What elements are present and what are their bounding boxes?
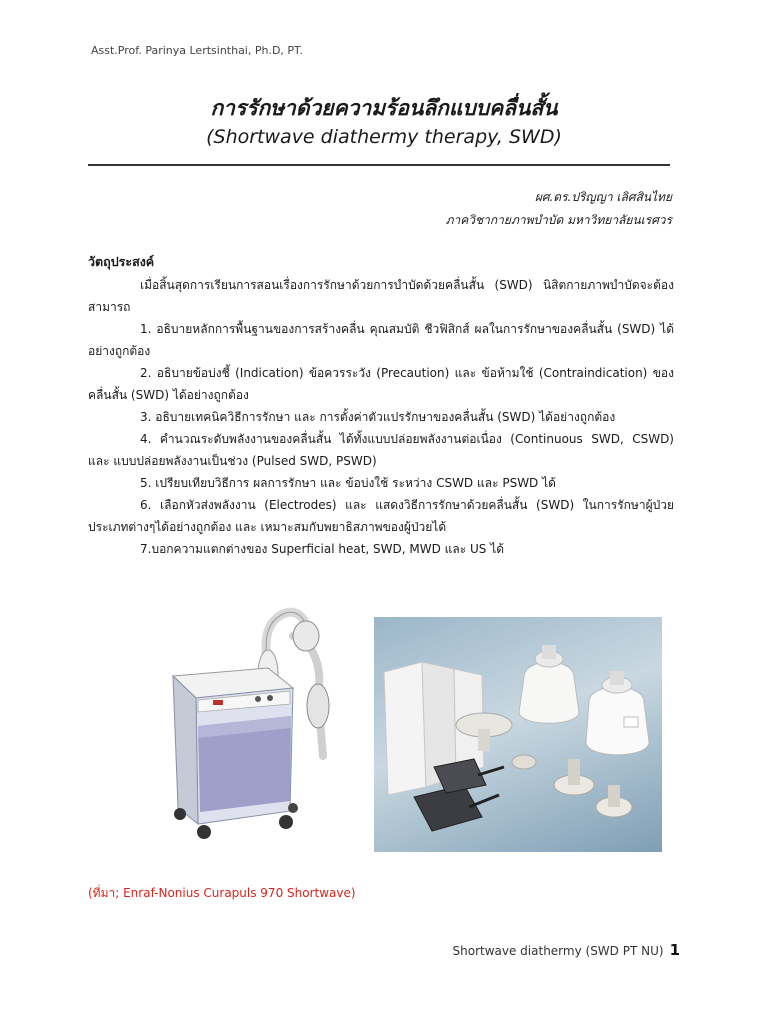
swd-device-image <box>118 596 348 844</box>
image-caption: (ที่มา; Enraf-Nonius Curapuls 970 Shortwave) <box>88 886 356 900</box>
byline-affiliation: ภาควิชากายภาพบำบัด มหาวิทยาลัยนเรศวร <box>445 213 672 227</box>
footer-label: Shortwave diathermy (SWD PT NU) <box>452 944 664 958</box>
objectives-intro: เมื่อสิ้นสุดการเรียนการสอนเรื่องการรักษาด้วยการบำบัดด้วยคลื่นสั้น (SWD) นิสิตกายภาพบำบัดจะต้องสามารถ <box>88 278 674 314</box>
title-divider <box>88 164 670 166</box>
page-footer <box>453 941 680 959</box>
title-thai: การรักษาด้วยความร้อนลึกแบบคลื่นสั้น <box>210 96 558 120</box>
title-english: (Shortwave diathermy therapy, SWD) <box>206 126 562 148</box>
objective-item: 4. คำนวณระดับพลังงานของคลื่นสั้น ได้ทั้งแบบปล่อยพลังงานต่อเนื่อง (Continuous SWD, CSWD) และ แบบปล่อยพลังงานเป็นช่วง (Pulsed SWD, PSWD) <box>88 432 674 468</box>
objective-item: 1. อธิบายหลักการพื้นฐานของการสร้างคลื่น คุณสมบัติ ชีวฟิสิกส์ ผลในการรักษาของคลื่นสั้น (SWD) ได้อย่างถูกต้อง <box>88 322 674 358</box>
objective-item: 3. อธิบายเทคนิควิธีการรักษา และ การตั้งค่าตัวแปรรักษาของคลื่นสั้น (SWD) ได้อย่างถูกต้อง <box>140 410 616 424</box>
objectives-body <box>88 274 674 560</box>
objective-item: 7.บอกความแตกต่างของ Superficial heat, SWD, MWD และ US ได้ <box>140 542 505 556</box>
objective-item: 6. เลือกหัวส่งพลังงาน (Electrodes) และ แสดงวิธีการรักษาด้วยคลื่นสั้น (SWD) ในการรักษาผู้ป่วยประเภทต่างๆได้อย่างถูกต้อง และ เหมาะสมกับพยาธิสภาพของผู้ป่วยได้ <box>88 498 674 534</box>
swd-electrodes-illustration <box>374 617 662 852</box>
objective-item: 2. อธิบายข้อบ่งชี้ (Indication) ข้อควรระวัง (Precaution) และ ข้อห้ามใช้ (Contraindication) ของคลื่นสั้น (SWD) ได้อย่างถูกต้อง <box>88 366 674 402</box>
header-author: Asst.Prof. Parinya Lertsinthai, Ph.D, PT. <box>91 44 303 57</box>
objective-item: 5. เปรียบเทียบวิธีการ ผลการรักษา และ ข้อบ่งใช้ ระหว่าง CSWD และ PSWD ได้ <box>140 476 556 490</box>
objectives-heading: วัตถุประสงค์ <box>88 254 155 269</box>
page-number: 1 <box>669 941 680 959</box>
byline-name: ผศ.ดร.ปริญญา เลิศสินไทย <box>534 190 672 204</box>
swd-device-illustration <box>118 596 348 844</box>
swd-electrodes-image <box>374 617 662 852</box>
